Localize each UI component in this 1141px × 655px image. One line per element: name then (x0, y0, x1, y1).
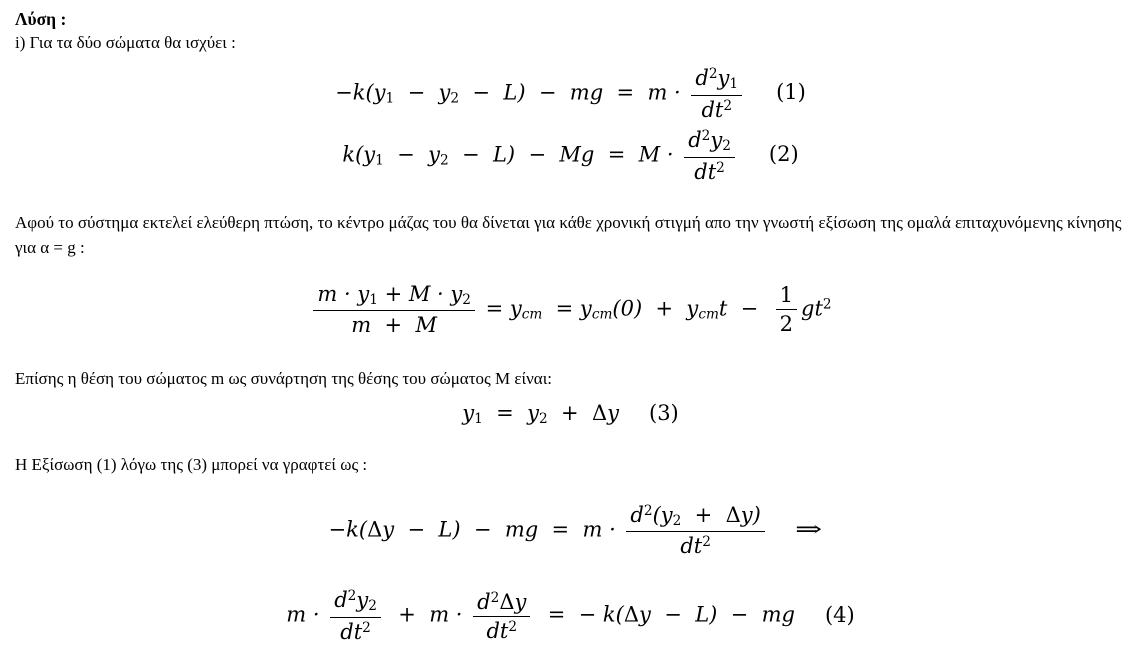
intro-line: i) Για τα δύο σώματα θα ισχύει : (15, 33, 236, 52)
equation-2: k(y1 − y2 − L) − Mg = M · $\frac{d^2y2}{dt^2}$ (2) (342, 127, 799, 184)
equation-3: y1 = y2 + Δy (3) (462, 400, 679, 427)
fraction: $\frac{d^2y2}{dt^2}$ (684, 128, 735, 184)
equation-4: m · $\frac{d^2y2}{dt^2}$ + m · $\frac{d^2\Delta y}{dt^2}$ = − k(Δy − L) − mg (4) (286, 588, 855, 645)
fraction: $\frac{1}{2}$ (776, 283, 797, 336)
fraction: $\frac{d^2(y2 + \Delta y)}{dt^2}$ (626, 503, 764, 559)
fraction: $\frac{d^2y1}{dt^2}$ (691, 66, 742, 122)
fraction: $\frac{d^2\Delta y}{dt^2}$ (473, 590, 530, 643)
fraction: $\frac{d^2y2}{dt^2}$ (330, 588, 381, 644)
paragraph-free-fall: Αφού το σύστημα εκτελεί ελεύθερη πτώση, το κέντρο μάζας του θα δίνεται για κάθε χρονική στιγμή απο την γνωστή εξίσωση της ομαλά επιταχυνόμενης κίνησης για α = g : (15, 212, 1122, 257)
equation-center-of-mass: $\frac{m \cdot y1 + M \cdot y2}{m + M}$ = ycm = ycm(0) + ycmt − $\frac{1}{2}$ $gt^2$ (15, 282, 1126, 338)
equation-1-rewritten: −k(Δy − L) − mg = m · $\frac{d^2(y2 + \Delta y)}{dt^2}$ ⇒ (328, 502, 823, 559)
solution-heading: Λύση : (15, 9, 67, 29)
paragraph-position-relation: Επίσης η θέση του σώματος m ως συνάρτηση της θέσης του σώματος M είναι: (15, 368, 552, 388)
fraction: $\frac{m \cdot y1 + M \cdot y2}{m + M}$ (313, 282, 475, 338)
equation-1: −k(y1 − y2 − L) − mg = m · $\frac{d^2y1}{dt^2}$ (1) (335, 66, 806, 122)
paragraph-rewrite: Η Εξίσωση (1) λόγω της (3) μπορεί να γραφτεί ως : (15, 454, 368, 474)
